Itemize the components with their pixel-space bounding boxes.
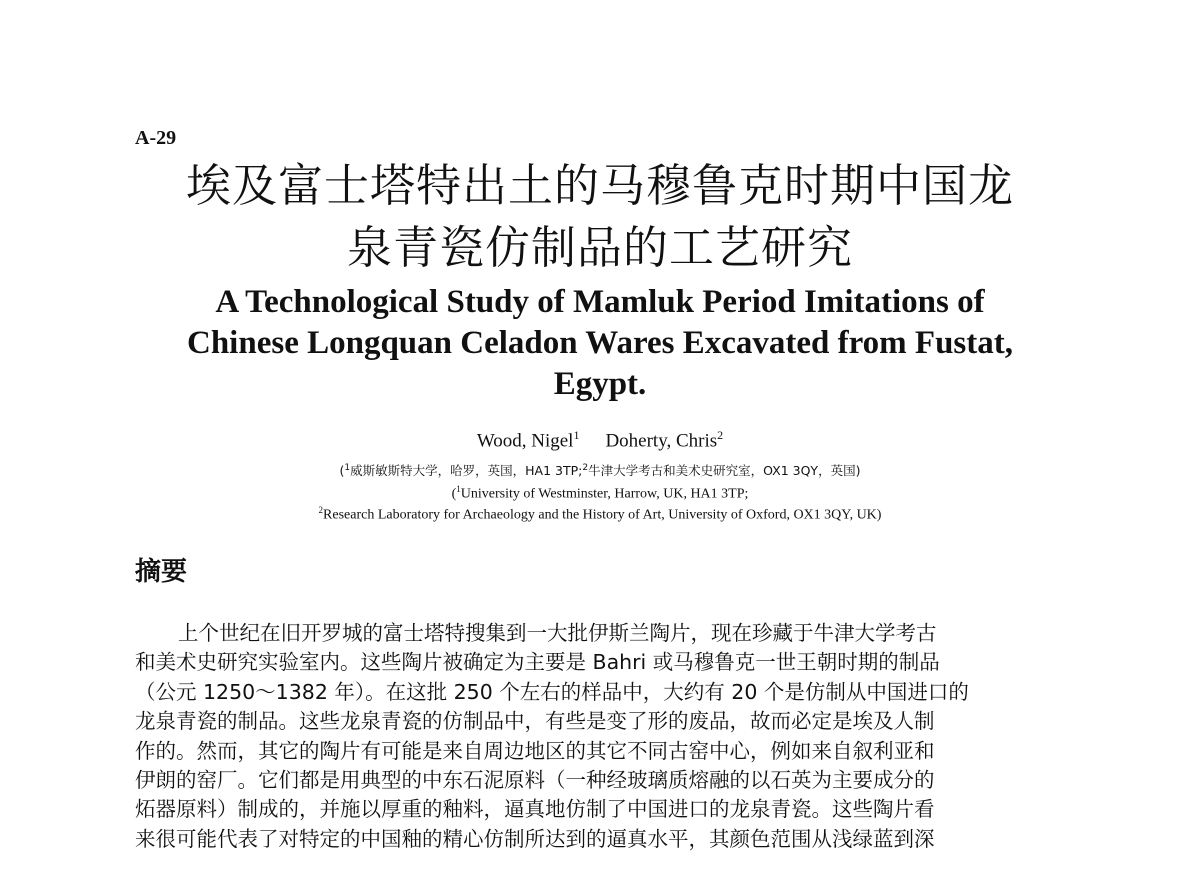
affiliation-text: University of Westminster, Harrow, UK, HA1 3TP; [460, 486, 749, 502]
abstract-line: 伊朗的窑厂。它们都是用典型的中东石泥原料（一种经玻璃质熔融的以石英为主要成分的 [135, 767, 935, 792]
abstract-line: 来很可能代表了对特定的中国釉的精心仿制所达到的逼真水平，其颜色范围从浅绿蓝到深 [135, 826, 935, 851]
abstract-line: 和美术史研究实验室内。这些陶片被确定为主要是 Bahri 或马穆鲁克一世王朝时期的制品 [135, 650, 940, 675]
affiliation-chinese [100, 461, 1100, 479]
abstract-line: （公元 1250～1382 年）。在这批 250 个左右的样品中，大约有 20 个是仿制从中国进口的 [135, 679, 969, 704]
affiliation-paren: ( [339, 463, 345, 478]
affiliation-text: 威斯敏斯特大学，哈罗，英国，HA1 3TP; [350, 463, 583, 478]
abstract-heading: 摘要 [135, 557, 188, 587]
author-list [100, 428, 1100, 452]
affiliation-superscript: 2 [318, 505, 324, 515]
affiliation-english-1 [100, 484, 1100, 503]
affiliation-superscript: 2 [582, 462, 589, 473]
affiliation-text: Research Laboratory for Archaeology and the History of Art, University of Oxford, OX1 3QY, UK) [323, 507, 882, 523]
author-name: Wood, Nigel [476, 430, 574, 452]
abstract-line: 作的。然而，其它的陶片有可能是来自周边地区的其它不同古窑中心，例如来自叙利亚和 [135, 738, 935, 763]
title-english-line-1: A Technological Study of Mamluk Period Imitations of [215, 284, 985, 320]
abstract-line: 炻器原料）制成的，并施以厚重的釉料，逼真地仿制了中国进口的龙泉青瓷。这些陶片看 [135, 797, 935, 822]
affiliation-superscript: 1 [344, 462, 351, 473]
author-superscript: 1 [573, 428, 580, 442]
affiliation-english-2 [100, 505, 1100, 524]
title-english-line-3: Egypt. [553, 366, 647, 402]
affiliation-superscript: 1 [456, 484, 461, 494]
abstract-line: 龙泉青瓷的制品。这些龙泉青瓷的仿制品中，有些是变了形的废品，故而必定是埃及人制 [135, 709, 935, 734]
author-name: Doherty, Chris [605, 430, 718, 452]
affiliation-text: 牛津大学考古和美术史研究室，OX1 3QY，英国) [588, 463, 861, 478]
affiliation-paren: ( [451, 486, 457, 502]
title-chinese-line-1: 埃及富士塔特出土的马穆鲁克时期中国龙 [185, 159, 1014, 212]
abstract-body [135, 619, 1065, 854]
paper-code: A-29 [135, 127, 177, 149]
title-english-line-2: Chinese Longquan Celadon Wares Excavated from Fustat, [187, 325, 1013, 361]
abstract-line: 上个世纪在旧开罗城的富士塔特搜集到一大批伊斯兰陶片，现在珍藏于牛津大学考古 [178, 621, 937, 645]
title-chinese-line-2: 泉青瓷仿制品的工艺研究 [346, 221, 853, 274]
author-superscript: 2 [717, 428, 724, 442]
